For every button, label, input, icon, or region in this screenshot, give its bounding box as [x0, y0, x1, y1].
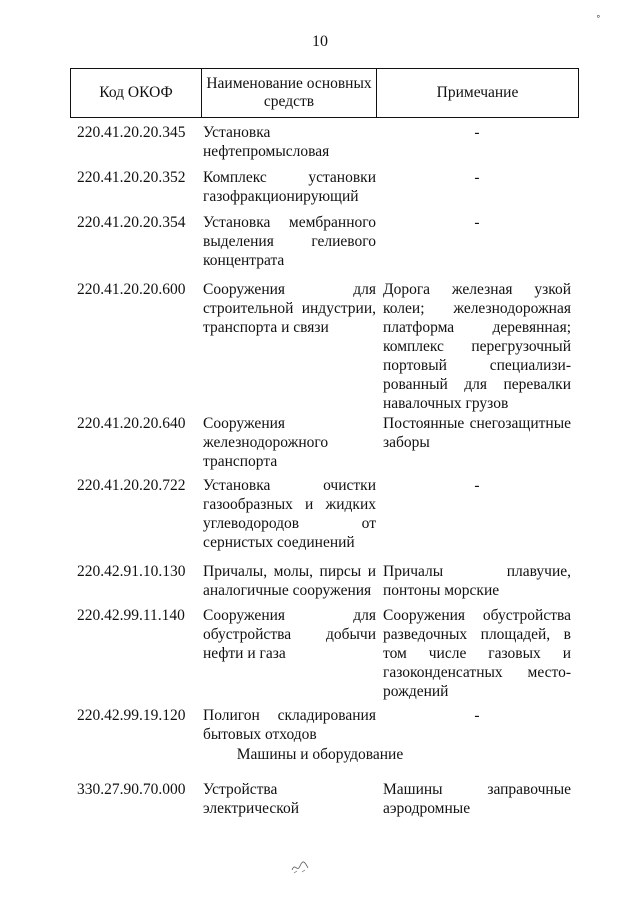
row-note: Машины заправочные аэродромные — [383, 781, 571, 817]
header-note: Примечание — [436, 84, 519, 101]
table-row — [77, 414, 571, 471]
row-note: Дорога железная узкой колеи; железнодорожная платформа деревянная; комплекс перегрузочный портовый специализи-рованный для перевалки навалочных грузов — [383, 281, 571, 412]
table-row — [77, 280, 571, 413]
row-code: 220.41.20.20.722 — [77, 477, 186, 494]
row-name: Сооружения для строительной индустрии, транспорта и связи — [203, 281, 376, 336]
row-code: 220.41.20.20.352 — [77, 169, 186, 186]
row-note: - — [474, 707, 480, 724]
row-code: 220.42.91.10.130 — [77, 563, 186, 580]
row-note: Постоянные снегозащитные заборы — [383, 415, 571, 451]
row-name: Установка очистки газообразных и жидких углеводородов от сернистых соединений — [203, 477, 376, 551]
row-code: 220.41.20.20.345 — [77, 124, 186, 141]
row-code: 220.41.20.20.640 — [77, 415, 186, 432]
table-row — [77, 562, 571, 600]
row-name: Установка мембранного выделения гелиевого концентрата — [203, 214, 376, 269]
header-name: Наименование основных средств — [202, 69, 377, 117]
row-name: Причалы, молы, пирсы и аналогичные сооружения — [203, 563, 376, 599]
table-header — [70, 68, 579, 118]
table-row — [77, 780, 571, 818]
row-code: 220.42.99.11.140 — [77, 607, 185, 624]
row-code: 220.41.20.20.600 — [77, 281, 186, 298]
table-row — [77, 213, 571, 270]
row-note: - — [474, 214, 480, 231]
row-note: Причалы плавучие, понтоны морские — [383, 563, 571, 599]
page-number: 10 — [312, 33, 328, 50]
row-name: Комплекс установки газофракционирующий — [203, 169, 376, 205]
table-row — [77, 706, 571, 744]
table-row — [77, 476, 571, 552]
section-title: Машины и оборудование — [236, 746, 404, 763]
row-name: Полигон складирования бытовых отходов — [203, 707, 376, 743]
row-note: - — [474, 477, 480, 494]
table-row — [77, 168, 571, 206]
row-name: Устройства электрической — [203, 781, 300, 817]
row-note: Сооружения обустройства разведочных площадей, в том числе газовых и газоконденсатных место-рождений — [383, 607, 571, 700]
table-row — [77, 606, 571, 701]
corner-mark: ˚ — [596, 14, 601, 29]
row-name: Установка нефтепромысловая — [203, 124, 330, 160]
row-code: 220.42.99.19.120 — [77, 707, 186, 724]
row-name: Сооружения для обустройства добычи нефти и газа — [203, 607, 376, 662]
row-code: 330.27.90.70.000 — [77, 781, 186, 798]
row-code: 220.41.20.20.354 — [77, 214, 186, 231]
row-name: Сооружения железнодорожного транспорта — [203, 415, 329, 470]
header-code: Код ОКОФ — [71, 69, 202, 117]
row-note: - — [474, 124, 480, 141]
row-note: - — [474, 169, 480, 186]
signature-mark — [288, 858, 312, 876]
table-row — [77, 123, 571, 161]
